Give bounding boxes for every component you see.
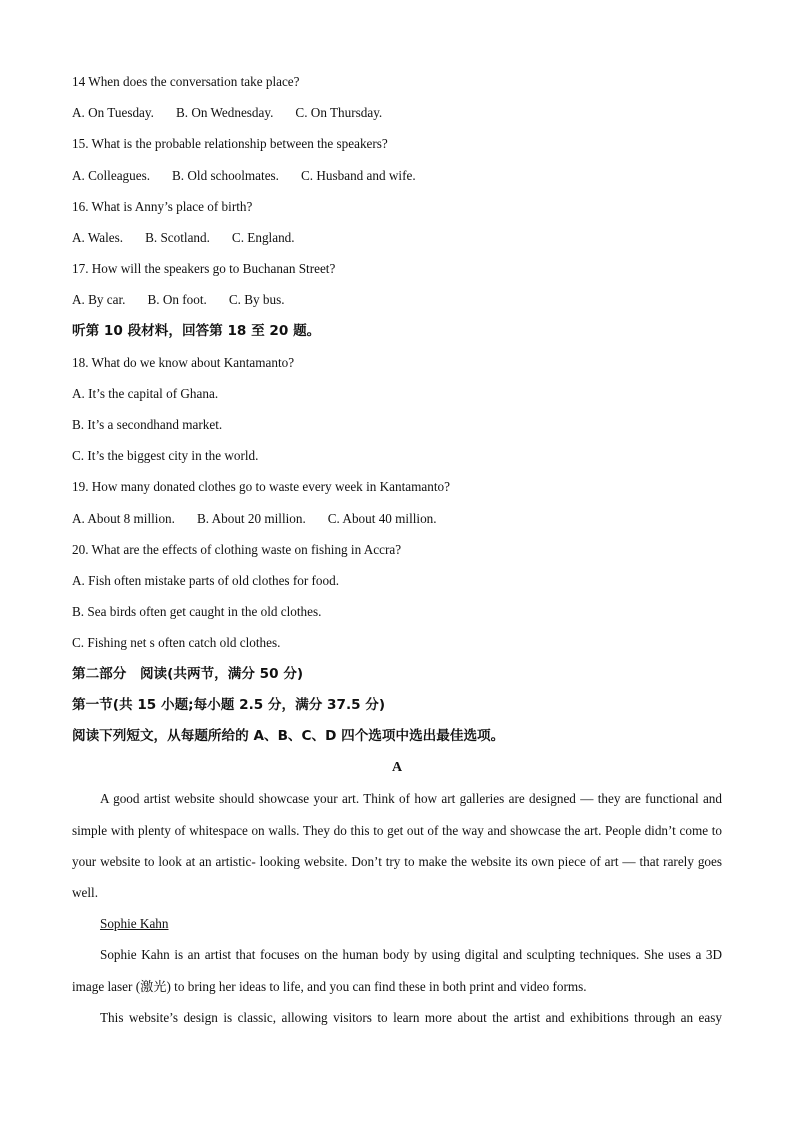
document-page <box>72 66 722 1033</box>
option-c: C. Husband and wife. <box>300 167 416 183</box>
option-b: B. About 20 million. <box>196 510 306 526</box>
option-b: B. On Wednesday. <box>175 105 274 121</box>
option-a: A. Colleagues. <box>72 167 151 183</box>
option-18-a: A. It’s the capital of Ghana. <box>72 385 219 401</box>
question-19: 19. How many donated clothes go to waste every week in Kantamanto? <box>72 479 450 495</box>
paragraph-sophie-kahn: Sophie Kahn is an artist that focuses on the human body by using digital and sculpting techniques. She uses a 3D image laser (激光) to bring her ideas to life, and you can find these in both print and video forms. <box>72 947 722 994</box>
question-16: 16. What is Anny’s place of birth? <box>72 198 253 214</box>
option-c: C. On Thursday. <box>295 105 383 121</box>
options-15 <box>72 160 722 191</box>
option-b: B. On foot. <box>147 292 207 308</box>
option-c: C. England. <box>231 229 295 245</box>
option-b: B. Scotland. <box>145 229 210 245</box>
question-20: 20. What are the effects of clothing waste on fishing in Accra? <box>72 541 402 557</box>
passage-label: A <box>391 760 403 776</box>
question-17: 17. How will the speakers go to Buchanan Street? <box>72 261 336 277</box>
question-15: 15. What is the probable relationship between the speakers? <box>72 136 388 152</box>
options-14 <box>72 97 722 128</box>
option-c: C. By bus. <box>228 292 285 308</box>
option-20-c: C. Fishing net s often catch old clothes. <box>72 635 281 651</box>
option-a: A. By car. <box>72 292 126 308</box>
question-14: 14 When does the conversation take place? <box>72 74 300 89</box>
part-2-title: 第二部分 阅读(共两节，满分 50 分) <box>72 665 304 682</box>
option-20-b: B. Sea birds often get caught in the old clothes. <box>72 604 322 620</box>
section-1-title: 第一节(共 15 小题;每小题 2.5 分，满分 37.5 分) <box>72 696 386 713</box>
artist-subheading: Sophie Kahn <box>100 916 169 932</box>
option-18-c: C. It’s the biggest city in the world. <box>72 448 259 464</box>
option-a: A. About 8 million. <box>72 510 175 526</box>
section-10-heading: 听第 10 段材料，回答第 18 至 20 题。 <box>72 322 321 339</box>
option-a: A. On Tuesday. <box>72 105 154 121</box>
options-19 <box>72 503 722 534</box>
option-a: A. Wales. <box>72 229 124 245</box>
reading-instruction: 阅读下列短文，从每题所给的 A、B、C、D 四个选项中选出最佳选项。 <box>72 727 505 744</box>
paragraph-website-design: This website’s design is classic, allowing visitors to learn more about the artist and exhibitions through an easy <box>100 1009 722 1025</box>
question-18: 18. What do we know about Kantamanto? <box>72 354 295 370</box>
option-b: B. Old schoolmates. <box>172 167 279 183</box>
option-18-b: B. It’s a secondhand market. <box>72 417 223 433</box>
paragraph-intro: A good artist website should showcase your art. Think of how art galleries are designed — they are functional and simple with plenty of whitespace on walls. They do this to get out of the way and showcase the art. People didn’t come to your website to look at an artistic- looking website. Don’t try to make the website its own piece of art — that rarely goes well. <box>72 791 722 900</box>
options-16 <box>72 222 722 253</box>
option-20-a: A. Fish often mistake parts of old clothes for food. <box>72 573 340 588</box>
options-17 <box>72 284 722 315</box>
option-c: C. About 40 million. <box>327 510 437 526</box>
